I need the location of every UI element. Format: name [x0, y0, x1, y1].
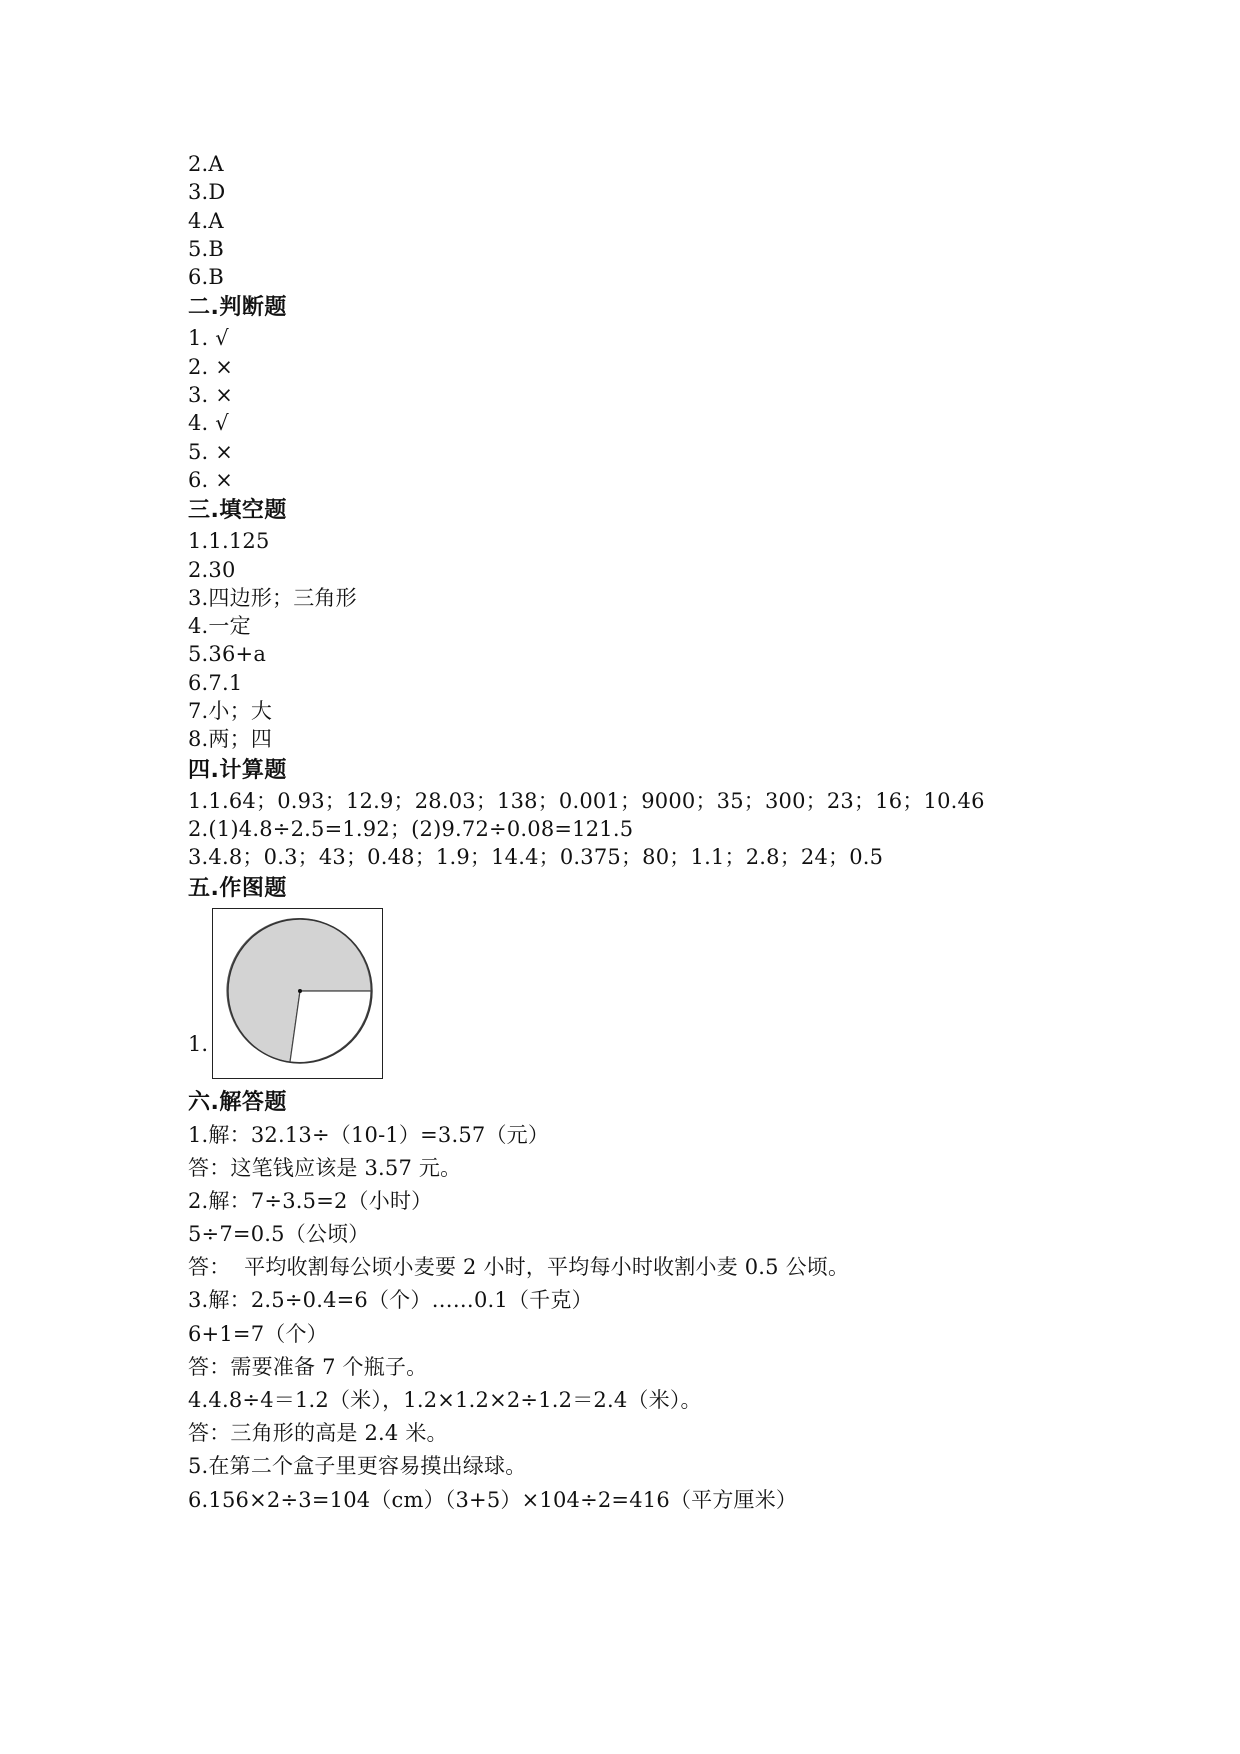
judgement-answer: 1. √	[188, 326, 229, 351]
choice-answers	[188, 150, 1188, 291]
fill-blank-answer: 5.36+a	[188, 642, 267, 667]
choice-answer: 4.A	[188, 208, 224, 233]
solution-line: 6.156×2÷3=104（cm）（3+5）×104÷2=416（平方厘米）	[188, 1487, 798, 1512]
calculation-answers	[188, 787, 1188, 872]
solution-line: 2.解：7÷3.5=2（小时）	[188, 1188, 433, 1213]
judgement-answer: 3. ×	[188, 383, 234, 408]
solution-line: 4.4.8÷4＝1.2（米），1.2×1.2×2÷1.2＝2.4（米）。	[188, 1388, 702, 1413]
judgement-heading: 二.判断题	[188, 295, 287, 321]
circle-figure	[213, 909, 381, 1077]
solution-line: 5÷7=0.5（公顷）	[188, 1222, 370, 1247]
drawing-figure-frame	[212, 908, 383, 1079]
solution-line: 答：三角形的高是 2.4 米。	[188, 1421, 448, 1446]
solutions-answers	[188, 1119, 1188, 1517]
fill-blank-heading: 三.填空题	[188, 498, 287, 524]
choice-answer: 3.D	[188, 180, 226, 205]
judgement-answers	[188, 324, 1188, 494]
solution-line: 3.解：2.5÷0.4=6（个）……0.1（千克）	[188, 1288, 593, 1313]
solution-line: 答：需要准备 7 个瓶子。	[188, 1354, 428, 1379]
fill-blank-answer: 7.小；大	[188, 699, 273, 724]
solution-line: 6+1=7（个）	[188, 1321, 328, 1346]
judgement-answer: 4. √	[188, 411, 229, 436]
solution-line: 5.在第二个盒子里更容易摸出绿球。	[188, 1454, 527, 1479]
fill-blank-answer: 3.四边形；三角形	[188, 585, 357, 610]
choice-answer: 6.B	[188, 265, 225, 290]
drawing-answer	[188, 908, 1188, 1086]
center-point	[298, 989, 302, 993]
fill-blank-answer: 8.两；四	[188, 727, 273, 752]
solution-line: 答： 平均收割每公顷小麦要 2 小时，平均每小时收割小麦 0.5 公顷。	[188, 1255, 850, 1280]
fill-blank-answer: 6.7.1	[188, 670, 243, 695]
fill-blank-answer: 2.30	[188, 557, 236, 582]
judgement-answer: 2. ×	[188, 354, 234, 379]
fill-blank-answer: 1.1.125	[188, 529, 270, 554]
solutions-heading: 六.解答题	[188, 1089, 287, 1115]
fill-blank-answer: 4.一定	[188, 614, 251, 639]
unshaded-sector	[290, 991, 371, 1063]
choice-answer: 5.B	[188, 236, 225, 261]
solution-line: 1.解：32.13÷（10-1）=3.57（元）	[188, 1122, 550, 1147]
drawing-heading: 五.作图题	[188, 875, 287, 901]
calculation-heading: 四.计算题	[188, 757, 287, 783]
solution-line: 答：这笔钱应该是 3.57 元。	[188, 1155, 462, 1180]
judgement-answer: 5. ×	[188, 439, 234, 464]
calculation-answer: 3.4.8；0.3；43；0.48；1.9；14.4；0.375；80；1.1；2.8；24；0.5	[188, 845, 884, 870]
calculation-answer: 2.(1)4.8÷2.5=1.92；(2)9.72÷0.08=121.5	[188, 816, 634, 841]
answer-key-page	[188, 150, 1188, 1517]
judgement-answer: 6. ×	[188, 467, 234, 492]
calculation-answer: 1.1.64；0.93；12.9；28.03；138；0.001；9000；35；300；23；16；10.46	[188, 788, 985, 813]
choice-answer: 2.A	[188, 152, 224, 176]
fill-blank-answers	[188, 527, 1188, 753]
drawing-item-number: 1.	[188, 1031, 209, 1056]
